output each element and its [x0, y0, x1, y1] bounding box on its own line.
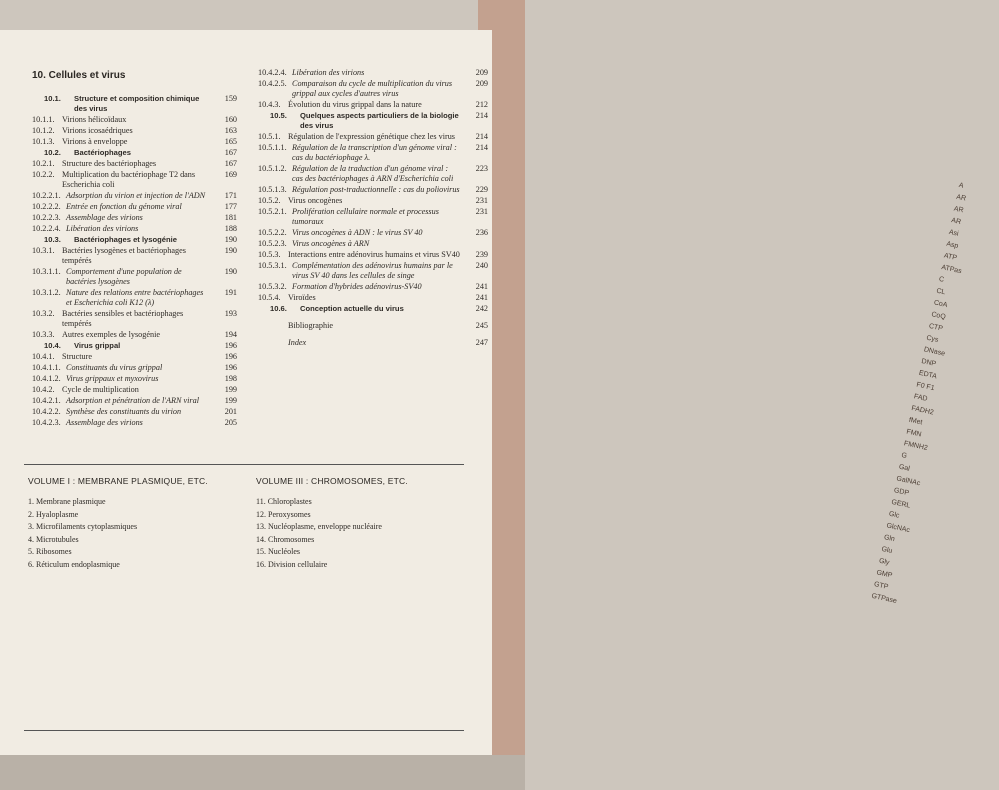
divider-bottom: [24, 730, 464, 731]
toc-entry-title: Bactériophages: [74, 148, 131, 157]
toc-entry-number: 10.4.1.: [32, 352, 55, 361]
toc-entry-number: 10.5.1.: [258, 132, 281, 141]
toc-entry-number: 10.5.2.: [258, 196, 281, 205]
adjacent-abbreviation: GDP: [893, 487, 910, 498]
adjacent-abbreviation: FMNH2: [903, 440, 929, 453]
toc-entry-page: 229: [475, 185, 488, 194]
toc-entry: [32, 267, 237, 287]
toc-entry-title: Virus oncogènes à ARN: [292, 239, 370, 248]
volume-chapter-item: 3. Microfilaments cytoplasmiques: [28, 522, 138, 531]
adjacent-abbreviation: Asp: [945, 240, 959, 251]
toc-entry-title: Viroïdes: [288, 293, 316, 302]
toc-entry-page: 165: [224, 137, 237, 146]
volume-chapter-item: 11. Chloroplastes: [256, 497, 312, 506]
toc-entry-title: Cycle de multiplication: [62, 385, 139, 394]
toc-left-column: [32, 94, 237, 429]
toc-entry-page: 159: [224, 94, 237, 103]
adjacent-abbreviation: GTPase: [870, 592, 898, 605]
volume-chapter-item: 12. Peroxysomes: [256, 509, 311, 519]
toc-entry: [32, 363, 237, 373]
toc-entry-number: 10.5.1.2.: [258, 164, 287, 173]
toc-entry-number: 10.4.2.1.: [32, 396, 61, 405]
volume-chapter-item: 14. Chromosomes: [256, 534, 315, 544]
toc-entry-title: Libération des virions: [66, 224, 139, 233]
toc-entry-page: 199: [224, 385, 237, 394]
volume-iii-heading: VOLUME III : CHROMOSOMES, ETC.: [256, 476, 408, 486]
toc-entry: [32, 126, 237, 136]
toc-entry-number: 10.3.2.: [32, 309, 55, 318]
toc-entry: [32, 288, 237, 308]
toc-entry: [32, 148, 237, 158]
toc-entry-number: 10.5.3.: [258, 250, 281, 259]
volume-i-list: [28, 496, 137, 571]
toc-entry-number: 10.3.: [44, 235, 61, 244]
toc-entry-page: 194: [224, 330, 237, 339]
toc-entry-page: 201: [224, 407, 237, 416]
toc-entry: [258, 196, 488, 206]
adjacent-abbreviation: GlcNAc: [885, 522, 911, 535]
toc-entry-page: 231: [475, 207, 488, 216]
toc-entry-page: 241: [475, 293, 488, 302]
toc-entry-title: Assemblage des virions: [66, 418, 143, 427]
toc-entry-title: Virus oncogènes: [288, 196, 343, 205]
toc-entry-page: 231: [475, 196, 488, 205]
toc-entry-page: 169: [224, 170, 237, 179]
chapter-title: 10. Cellules et virus: [32, 70, 126, 81]
toc-entry-title: Index: [288, 338, 307, 347]
toc-entry: [32, 202, 237, 212]
adjacent-abbreviation: Gal: [898, 463, 911, 473]
toc-entry-title: Régulation de la traduction d'un génome viral : cas des bactériophages à ARN d'Escherichia coli: [292, 164, 454, 183]
toc-entry-title: Nature des relations entre bactériophages et Escherichia coli K12 (λ): [66, 288, 204, 307]
toc-entry: [258, 143, 488, 163]
adjacent-abbreviation: DNP: [920, 358, 937, 368]
toc-entry-page: 191: [224, 288, 237, 297]
toc-entry: [32, 137, 237, 147]
toc-entry: [258, 293, 488, 303]
volume-i-heading: VOLUME I : MEMBRANE PLASMIQUE, ETC.: [28, 476, 208, 486]
adjacent-abbreviation: FADH2: [910, 404, 935, 417]
toc-entry-page: 167: [224, 148, 237, 157]
toc-entry: [32, 246, 237, 266]
toc-entry: [258, 282, 488, 292]
toc-entry-title: Autres exemples de lysogénie: [62, 330, 160, 339]
toc-entry-number: 10.3.1.1.: [32, 267, 61, 276]
toc-entry-title: Structure des bactériophages: [62, 159, 157, 168]
toc-entry-number: 10.2.2.: [32, 170, 55, 179]
toc-entry-number: 10.2.2.2.: [32, 202, 61, 211]
toc-entry: [258, 250, 488, 260]
volume-iii-list: [256, 496, 382, 571]
toc-entry: [32, 170, 237, 190]
toc-right-column: [258, 68, 488, 349]
toc-entry-number: 10.4.: [44, 341, 61, 350]
toc-entry-number: 10.4.2.3.: [32, 418, 61, 427]
toc-entry-page: 247: [475, 338, 488, 347]
toc-entry-title: Synthèse des constituants du virion: [66, 407, 182, 416]
toc-entry-page: 171: [224, 191, 237, 200]
adjacent-abbreviation: AR: [955, 193, 967, 203]
toc-entry: [258, 207, 488, 227]
toc-entry-number: 10.5.2.2.: [258, 228, 287, 237]
book-page: [0, 30, 492, 758]
toc-entry-page: 214: [475, 132, 488, 141]
toc-entry-title: Structure: [62, 352, 93, 361]
adjacent-abbreviation: CL: [935, 287, 946, 297]
toc-entry-page: 193: [224, 309, 237, 318]
toc-entry-number: 10.1.2.: [32, 126, 55, 135]
toc-entry: [258, 239, 488, 249]
toc-entry-number: 10.5.1.1.: [258, 143, 287, 152]
toc-entry-number: 10.4.2.4.: [258, 68, 287, 77]
volume-chapter-item: 6. Réticulum endoplasmique: [28, 559, 120, 569]
toc-entry: [32, 191, 237, 201]
toc-entry-page: 181: [224, 213, 237, 222]
toc-entry-number: 10.1.3.: [32, 137, 55, 146]
adjacent-abbreviation: ATPas: [940, 264, 963, 276]
toc-entry: [32, 159, 237, 169]
toc-entry-title: Adsorption du virion et injection de l'ADN: [66, 191, 206, 200]
toc-entry: [32, 418, 237, 428]
toc-entry: [32, 341, 237, 351]
volume-chapter-item: 2. Hyaloplasme: [28, 509, 79, 519]
adjacent-abbreviation: F0 F1: [915, 381, 936, 393]
toc-entry-title: Bibliographie: [288, 321, 334, 330]
toc-entry-title: Virus oncogènes à ADN : le virus SV 40: [292, 228, 423, 237]
toc-entry-number: 10.5.2.3.: [258, 239, 287, 248]
adjacent-abbreviation: fMet: [908, 416, 924, 427]
toc-entry-number: 10.6.: [270, 304, 287, 313]
adjacent-abbreviation: G: [900, 451, 908, 460]
adjacent-abbreviation: ATP: [943, 252, 958, 262]
adjacent-abbreviation: Gly: [878, 557, 891, 567]
toc-entry-page: 205: [224, 418, 237, 427]
toc-entry-page: 177: [224, 202, 237, 211]
toc-entry: [32, 374, 237, 384]
toc-entry-number: 10.2.2.1.: [32, 191, 61, 200]
toc-entry-page: 214: [475, 143, 488, 152]
toc-entry: [32, 115, 237, 125]
toc-entry-number: 10.5.4.: [258, 293, 281, 302]
toc-entry-page: 212: [475, 100, 488, 109]
adjacent-page-text: [870, 180, 999, 611]
toc-entry-title: Virus grippal: [74, 341, 121, 350]
volume-chapter-item: 16. Division cellulaire: [256, 559, 328, 569]
toc-entry: [258, 68, 488, 78]
toc-entry: [258, 100, 488, 110]
toc-entry-page: 239: [475, 250, 488, 259]
toc-entry-title: Régulation de la transcription d'un génome viral : cas du bactériophage λ.: [292, 143, 457, 162]
volume-chapter-item: 1. Membrane plasmique: [28, 497, 106, 506]
toc-entry-number: 10.5.3.2.: [258, 282, 287, 291]
adjacent-abbreviation: Glc: [888, 510, 900, 520]
adjacent-abbreviation: CTP: [928, 322, 944, 333]
volume-chapter-item: 15. Nucléoles: [256, 547, 300, 556]
toc-entry-number: 10.4.3.: [258, 100, 281, 109]
toc-entry-title: Comportement d'une population de bactéries lysogènes: [66, 267, 182, 286]
adjacent-abbreviation: GalNAc: [895, 475, 921, 488]
toc-entry: [32, 224, 237, 234]
toc-entry-number: 10.2.: [44, 148, 61, 157]
toc-entry: [32, 235, 237, 245]
volume-chapter-item: 5. Ribosomes: [28, 547, 72, 556]
toc-entry-title: Conception actuelle du virus: [300, 304, 404, 313]
toc-entry-number: 10.5.1.3.: [258, 185, 287, 194]
adjacent-abbreviation: GTP: [873, 581, 889, 591]
adjacent-abbreviation: CoQ: [930, 311, 947, 321]
toc-entry-number: 10.5.: [270, 111, 287, 120]
toc-entry-page: 198: [224, 374, 237, 383]
divider-top: [24, 464, 464, 465]
adjacent-abbreviation: Glu: [880, 545, 893, 555]
toc-entry-title: Formation d'hybrides adénovirus-SV40: [292, 282, 422, 291]
toc-entry: [32, 330, 237, 340]
toc-entry-page: 240: [475, 261, 488, 270]
toc-entry-number: 10.4.2.5.: [258, 79, 287, 88]
toc-entry: [32, 309, 237, 329]
toc-entry-page: 209: [475, 68, 488, 77]
toc-entry-number: 10.4.1.2.: [32, 374, 61, 383]
toc-entry-page: 245: [475, 321, 488, 330]
toc-entry-title: Comparaison du cycle de multiplication du virus grippal aux cycles d'autres virus: [292, 79, 453, 98]
toc-entry-page: 241: [475, 282, 488, 291]
toc-entry-title: Adsorption et pénétration de l'ARN viral: [66, 396, 199, 405]
toc-entry-title: Virions icosaédriques: [62, 126, 133, 135]
adjacent-abbreviation: GERL: [890, 498, 911, 510]
adjacent-abbreviation: AR: [953, 205, 965, 215]
adjacent-abbreviation: EDTA: [918, 369, 938, 381]
toc-entry-title: Structure et composition chimique des virus: [74, 94, 200, 113]
toc-entry-title: Assemblage des virions: [66, 213, 143, 222]
toc-entry: [258, 79, 488, 99]
toc-entry-number: 10.5.3.1.: [258, 261, 287, 270]
toc-entry: [258, 185, 488, 195]
toc-entry: [258, 111, 488, 131]
toc-entry-title: Régulation de l'expression génétique chez les virus: [288, 132, 455, 141]
toc-entry: [32, 94, 237, 114]
adjacent-abbreviation: Gln: [883, 534, 896, 544]
toc-entry: [258, 164, 488, 184]
toc-entry-title: Régulation post-traductionnelle : cas du poliovirus: [292, 185, 460, 194]
toc-entry-page: 190: [224, 235, 237, 244]
toc-entry: [258, 228, 488, 238]
adjacent-abbreviation: GMP: [875, 569, 893, 580]
adjacent-abbreviation: FMN: [905, 428, 923, 439]
toc-entry: [258, 132, 488, 142]
toc-entry: [32, 407, 237, 417]
toc-entry-number: 10.1.: [44, 94, 61, 103]
toc-entry-page: 223: [475, 164, 488, 173]
toc-entry-title: Multiplication du bactériophage T2 dans Escherichia coli: [62, 170, 196, 189]
adjacent-abbreviation: A: [958, 181, 965, 190]
adjacent-abbreviation: FAD: [913, 393, 929, 403]
toc-entry: [258, 338, 488, 348]
toc-entry-number: 10.2.2.4.: [32, 224, 61, 233]
adjacent-abbreviation: CoA: [933, 299, 948, 310]
toc-entry-page: 242: [475, 304, 488, 313]
toc-entry-page: 209: [475, 79, 488, 88]
toc-entry-title: Complémentation des adénovirus humains par le virus SV 40 dans les cellules de singe: [292, 261, 453, 280]
toc-entry-title: Virions hélicoïdaux: [62, 115, 127, 124]
toc-entry-page: 163: [224, 126, 237, 135]
toc-entry-title: Virus grippaux et myxovirus: [66, 374, 159, 383]
toc-entry-title: Libération des virions: [292, 68, 365, 77]
toc-entry: [258, 261, 488, 281]
toc-entry-title: Entrée en fonction du génome viral: [66, 202, 182, 211]
toc-entry-title: Bactéries sensibles et bactériophages tempérés: [62, 309, 184, 328]
adjacent-abbreviation: Asi: [948, 228, 960, 238]
adjacent-abbreviation: AR: [950, 217, 962, 227]
toc-entry-title: Interactions entre adénovirus humains et virus SV40: [288, 250, 460, 259]
toc-entry: [258, 304, 488, 314]
toc-entry-title: Virions à enveloppe: [62, 137, 128, 146]
toc-entry: [32, 385, 237, 395]
adjacent-abbreviation: C: [938, 275, 945, 284]
toc-entry-number: 10.3.1.2.: [32, 288, 61, 297]
toc-entry-page: 160: [224, 115, 237, 124]
toc-entry-title: Bactéries lysogènes et bactériophages tempérés: [62, 246, 186, 265]
adjacent-abbreviation: Cys: [925, 334, 939, 344]
toc-entry-number: 10.4.2.2.: [32, 407, 61, 416]
toc-entry-title: Évolution du virus grippal dans la nature: [288, 100, 422, 109]
toc-entry-title: Quelques aspects particuliers de la biologie des virus: [300, 111, 459, 130]
table-surface: [0, 755, 525, 790]
toc-entry-page: 190: [224, 246, 237, 255]
toc-entry-number: 10.1.1.: [32, 115, 55, 124]
toc-entry-page: 196: [224, 352, 237, 361]
toc-entry-page: 188: [224, 224, 237, 233]
toc-entry-page: 196: [224, 341, 237, 350]
toc-entry: [258, 321, 488, 331]
toc-entry-page: 199: [224, 396, 237, 405]
toc-entry-title: Constituants du virus grippal: [66, 363, 163, 372]
toc-entry-title: Prolifération cellulaire normale et processus tumoraux: [292, 207, 439, 226]
toc-entry-number: 10.4.1.1.: [32, 363, 61, 372]
toc-entry-page: 214: [475, 111, 488, 120]
toc-entry-number: 10.5.2.1.: [258, 207, 287, 216]
volume-chapter-item: 13. Nucléoplasme, enveloppe nucléaire: [256, 522, 382, 531]
toc-entry: [32, 213, 237, 223]
toc-entry: [32, 396, 237, 406]
toc-entry-number: 10.2.1.: [32, 159, 55, 168]
toc-entry-number: 10.3.3.: [32, 330, 55, 339]
adjacent-abbreviation: DNase: [923, 346, 946, 358]
toc-entry-number: 10.2.2.3.: [32, 213, 61, 222]
toc-entry-page: 167: [224, 159, 237, 168]
toc-entry: [32, 352, 237, 362]
toc-entry-page: 236: [475, 228, 488, 237]
toc-entry-number: 10.4.2.: [32, 385, 55, 394]
toc-entry-page: 190: [224, 267, 237, 276]
volume-chapter-item: 4. Microtubules: [28, 534, 79, 544]
toc-entry-number: 10.3.1.: [32, 246, 55, 255]
toc-entry-title: Bactériophages et lysogénie: [74, 235, 177, 244]
toc-entry-page: 196: [224, 363, 237, 372]
